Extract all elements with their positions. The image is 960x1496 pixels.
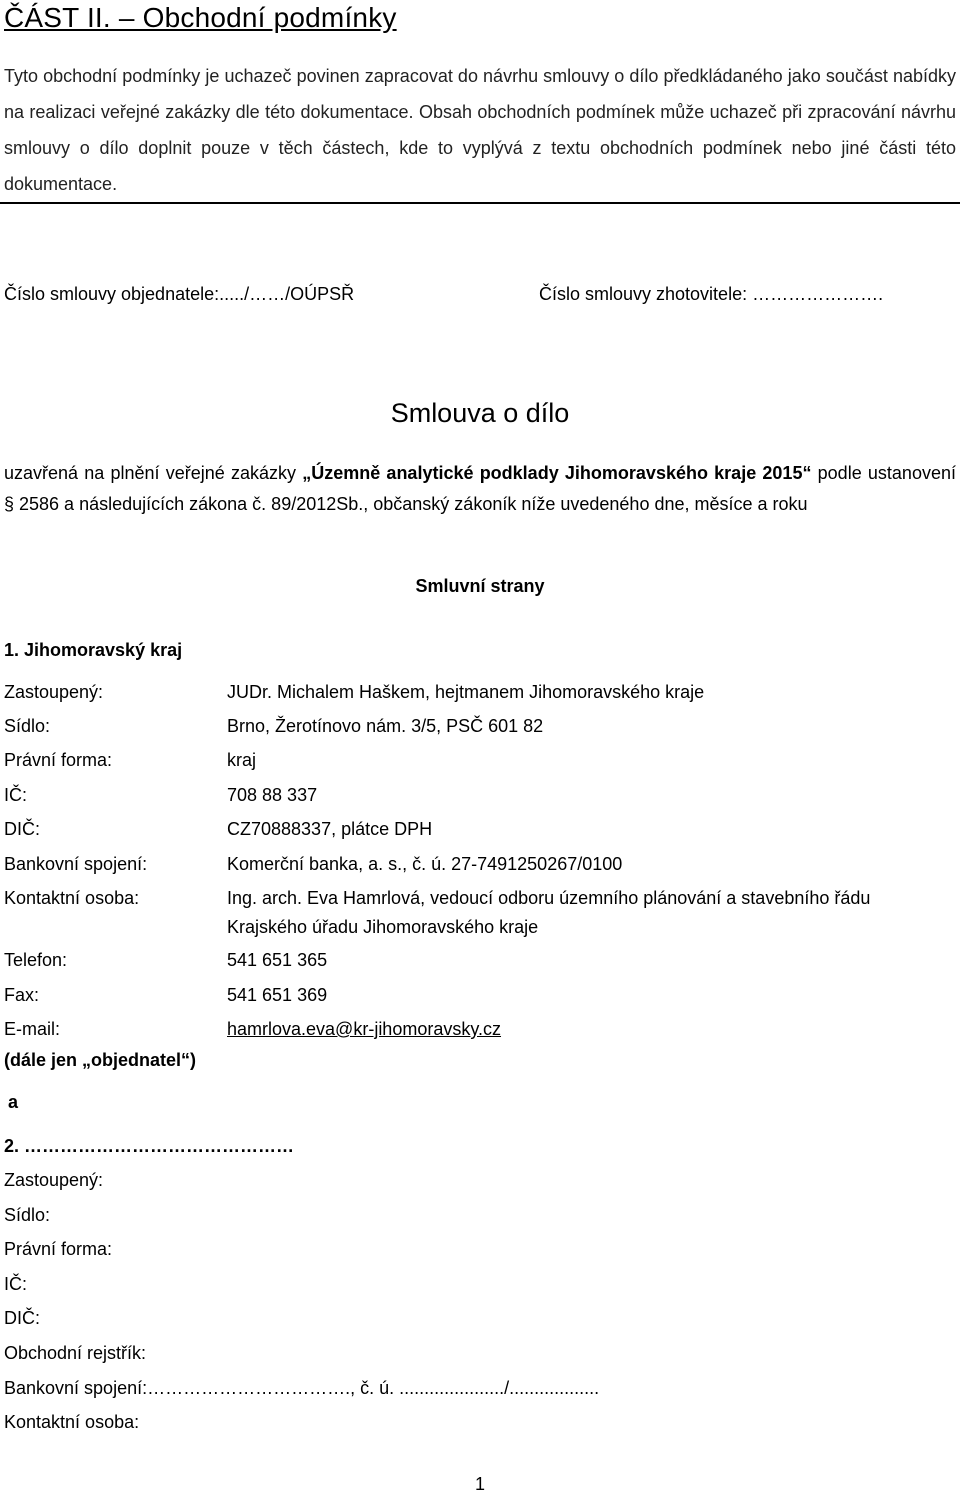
party2-heading: 2. ………………………………………	[4, 1136, 295, 1156]
party1-fax-label: Fax:	[4, 985, 40, 1005]
client-contract-label: Číslo smlouvy objednatele:	[4, 284, 220, 304]
party1-represented-value: JUDr. Michalem Haškem, hejtmanem Jihomoravského kraje	[227, 682, 705, 702]
contractor-contract-value: ………………….	[752, 284, 884, 304]
party2-register-label: Obchodní rejstřík:	[4, 1343, 147, 1363]
party1-bank-value: Komerční banka, a. s., č. ú. 27-7491250267/0100	[227, 854, 623, 874]
party1-phone-label: Telefon:	[4, 950, 68, 970]
party1-ic-label: IČ:	[4, 785, 28, 805]
party1-heading: 1. Jihomoravský kraj	[4, 640, 183, 660]
party2-dic-label: DIČ:	[4, 1308, 40, 1328]
party1-phone-value: 541 651 365	[227, 950, 328, 970]
client-contract-value: ...../……/OÚPSŘ	[219, 284, 355, 304]
party2-bank-line: Bankovní spojení:……………………………., č. ú. ...................../..................	[4, 1378, 600, 1398]
section-heading: ČÁST II. – Obchodní podmínky	[4, 2, 397, 33]
party1-contact-label: Kontaktní osoba:	[4, 888, 140, 908]
party2-seat-label: Sídlo:	[4, 1205, 51, 1225]
party2-contact-label: Kontaktní osoba:	[4, 1412, 140, 1432]
preamble-paragraph	[4, 458, 956, 520]
party1-seat-value: Brno, Žerotínovo nám. 3/5, PSČ 601 82	[227, 716, 544, 736]
intro-paragraph: Tyto obchodní podmínky je uchazeč povinen zapracovat do návrhu smlouvy o dílo předkládaného jako součást nabídky na realizaci veřejné zakázky dle této dokumentace. Obsah obchodních podmínek může uchazeč při zpracování návrhu smlouvy o dílo doplnit pouze v těch částech, kde to vyplývá z textu obchodních podmínek nebo jiné části této dokumentace.	[4, 66, 956, 194]
contract-title: Smlouva o dílo	[390, 398, 570, 428]
contractor-contract-number	[539, 284, 883, 305]
preamble-text-1: uzavřená na plnění veřejné zakázky	[4, 463, 303, 483]
contract-name: „Územně analytické podklady Jihomoravského kraje 2015“	[302, 463, 812, 483]
party1-legal-form-value: kraj	[227, 750, 257, 770]
party1-bank-label: Bankovní spojení:	[4, 854, 148, 874]
party1-seat-label: Sídlo:	[4, 716, 51, 736]
contractor-contract-label: Číslo smlouvy zhotovitele:	[539, 284, 748, 304]
preamble-text-2: podle ustanovení § 2586 a následujících zákona č. 89/2012Sb., občanský zákoník níže uvedeného dne, měsíce a roku	[4, 463, 956, 514]
party1-fax-value: 541 651 369	[227, 985, 328, 1005]
party1-hereinafter: (dále jen „objednatel“)	[4, 1050, 197, 1070]
party1-email-link[interactable]: hamrlova.eva@kr-jihomoravsky.cz	[227, 1019, 502, 1039]
party2-represented-label: Zastoupený:	[4, 1170, 104, 1190]
party1-contact-value: Ing. arch. Eva Hamrlová, vedoucí odboru územního plánování a stavebního řádu Krajského úřadu Jihomoravského kraje	[227, 888, 871, 937]
parties-heading: Smluvní strany	[415, 576, 545, 596]
party2-legal-form-label: Právní forma:	[4, 1239, 113, 1259]
party1-email-label: E-mail:	[4, 1019, 61, 1039]
party1-dic-label: DIČ:	[4, 819, 40, 839]
party1-legal-form-label: Právní forma:	[4, 750, 113, 770]
party1-represented-label: Zastoupený:	[4, 682, 104, 702]
party1-dic-value: CZ70888337, plátce DPH	[227, 819, 433, 839]
conjunction: a	[8, 1092, 19, 1112]
party1-ic-value: 708 88 337	[227, 785, 318, 805]
page-number: 1	[474, 1474, 485, 1494]
horizontal-rule	[0, 202, 960, 204]
party2-ic-label: IČ:	[4, 1274, 28, 1294]
client-contract-number	[4, 284, 354, 305]
